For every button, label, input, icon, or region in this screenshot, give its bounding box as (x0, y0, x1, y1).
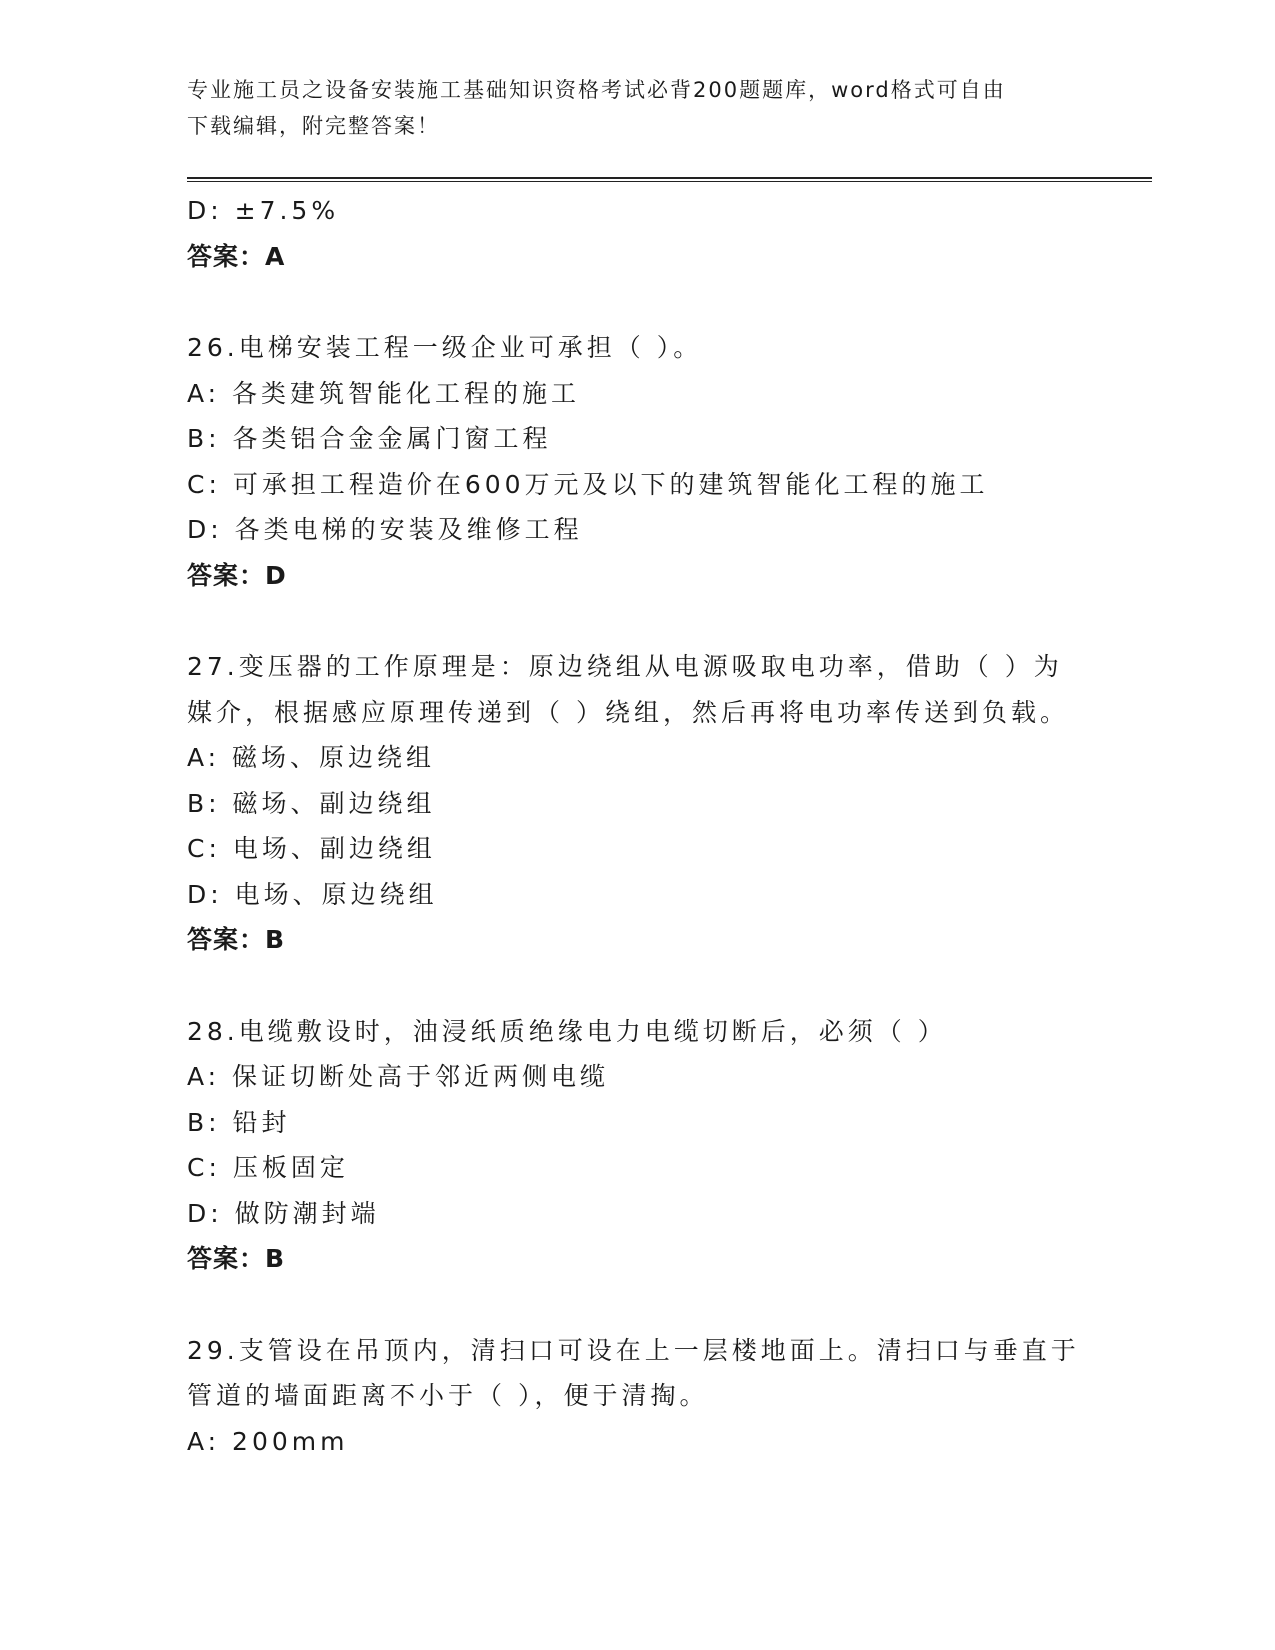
spacer (187, 963, 1152, 1009)
q26-stem: 26.电梯安装工程一级企业可承担（ ）。 (187, 333, 703, 362)
q27-option-d: D: 电场、原边绕组 (187, 879, 438, 909)
q27-answer: 答案：B (187, 925, 286, 954)
q26-answer: 答案：D (187, 560, 287, 590)
q25-answer: 答案：A (187, 241, 286, 271)
q28-option-b: B: 铅封 (187, 1107, 291, 1137)
spacer (187, 598, 1152, 644)
spacer (187, 1282, 1152, 1328)
q29-stem-line-1: 29.支管设在吊顶内，清扫口可设在上一层楼地面上。清扫口与垂直于 (187, 1335, 1080, 1365)
document-header (187, 72, 1067, 144)
q27-stem-line-1: 27.变压器的工作原理是：原边绕组从电源吸取电功率，借助（ ）为 (187, 652, 1063, 681)
q28-option-a: A: 保证切断处高于邻近两侧电缆 (187, 1062, 610, 1091)
q28-option-d: D: 做防潮封端 (187, 1198, 380, 1228)
question-list (187, 188, 1152, 1464)
q28-stem: 28.电缆敷设时，油浸纸质绝缘电力电缆切断后，必须（ ） (187, 1016, 947, 1046)
q28-option-c: C: 压板固定 (187, 1153, 349, 1182)
q27-option-c: C: 电场、副边绕组 (187, 834, 436, 863)
q27-stem-line-2: 媒介，根据感应原理传递到（ ）绕组，然后再将电功率传送到负载。 (187, 697, 1069, 727)
q26-option-d: D: 各类电梯的安装及维修工程 (187, 515, 583, 544)
q25-option-d: D: ±7.5% (187, 196, 340, 225)
header-line-1: 专业施工员之设备安装施工基础知识资格考试必背200题题库，word格式可自由 (187, 78, 1006, 102)
header-line-2: 下载编辑，附完整答案！ (187, 114, 440, 138)
q28-answer: 答案：B (187, 1244, 286, 1273)
header-divider (187, 177, 1152, 182)
q27-option-a: A: 磁场、原边绕组 (187, 743, 436, 772)
q26-option-a: A: 各类建筑智能化工程的施工 (187, 378, 581, 408)
q27-option-b: B: 磁场、副边绕组 (187, 788, 436, 818)
q29-option-a: A: 200mm (187, 1426, 349, 1456)
q26-option-b: B: 各类铝合金金属门窗工程 (187, 424, 552, 453)
q26-option-c: C: 可承担工程造价在600万元及以下的建筑智能化工程的施工 (187, 469, 989, 499)
q29-stem-line-2: 管道的墙面距离不小于（ ），便于清掏。 (187, 1381, 709, 1410)
spacer (187, 279, 1152, 325)
